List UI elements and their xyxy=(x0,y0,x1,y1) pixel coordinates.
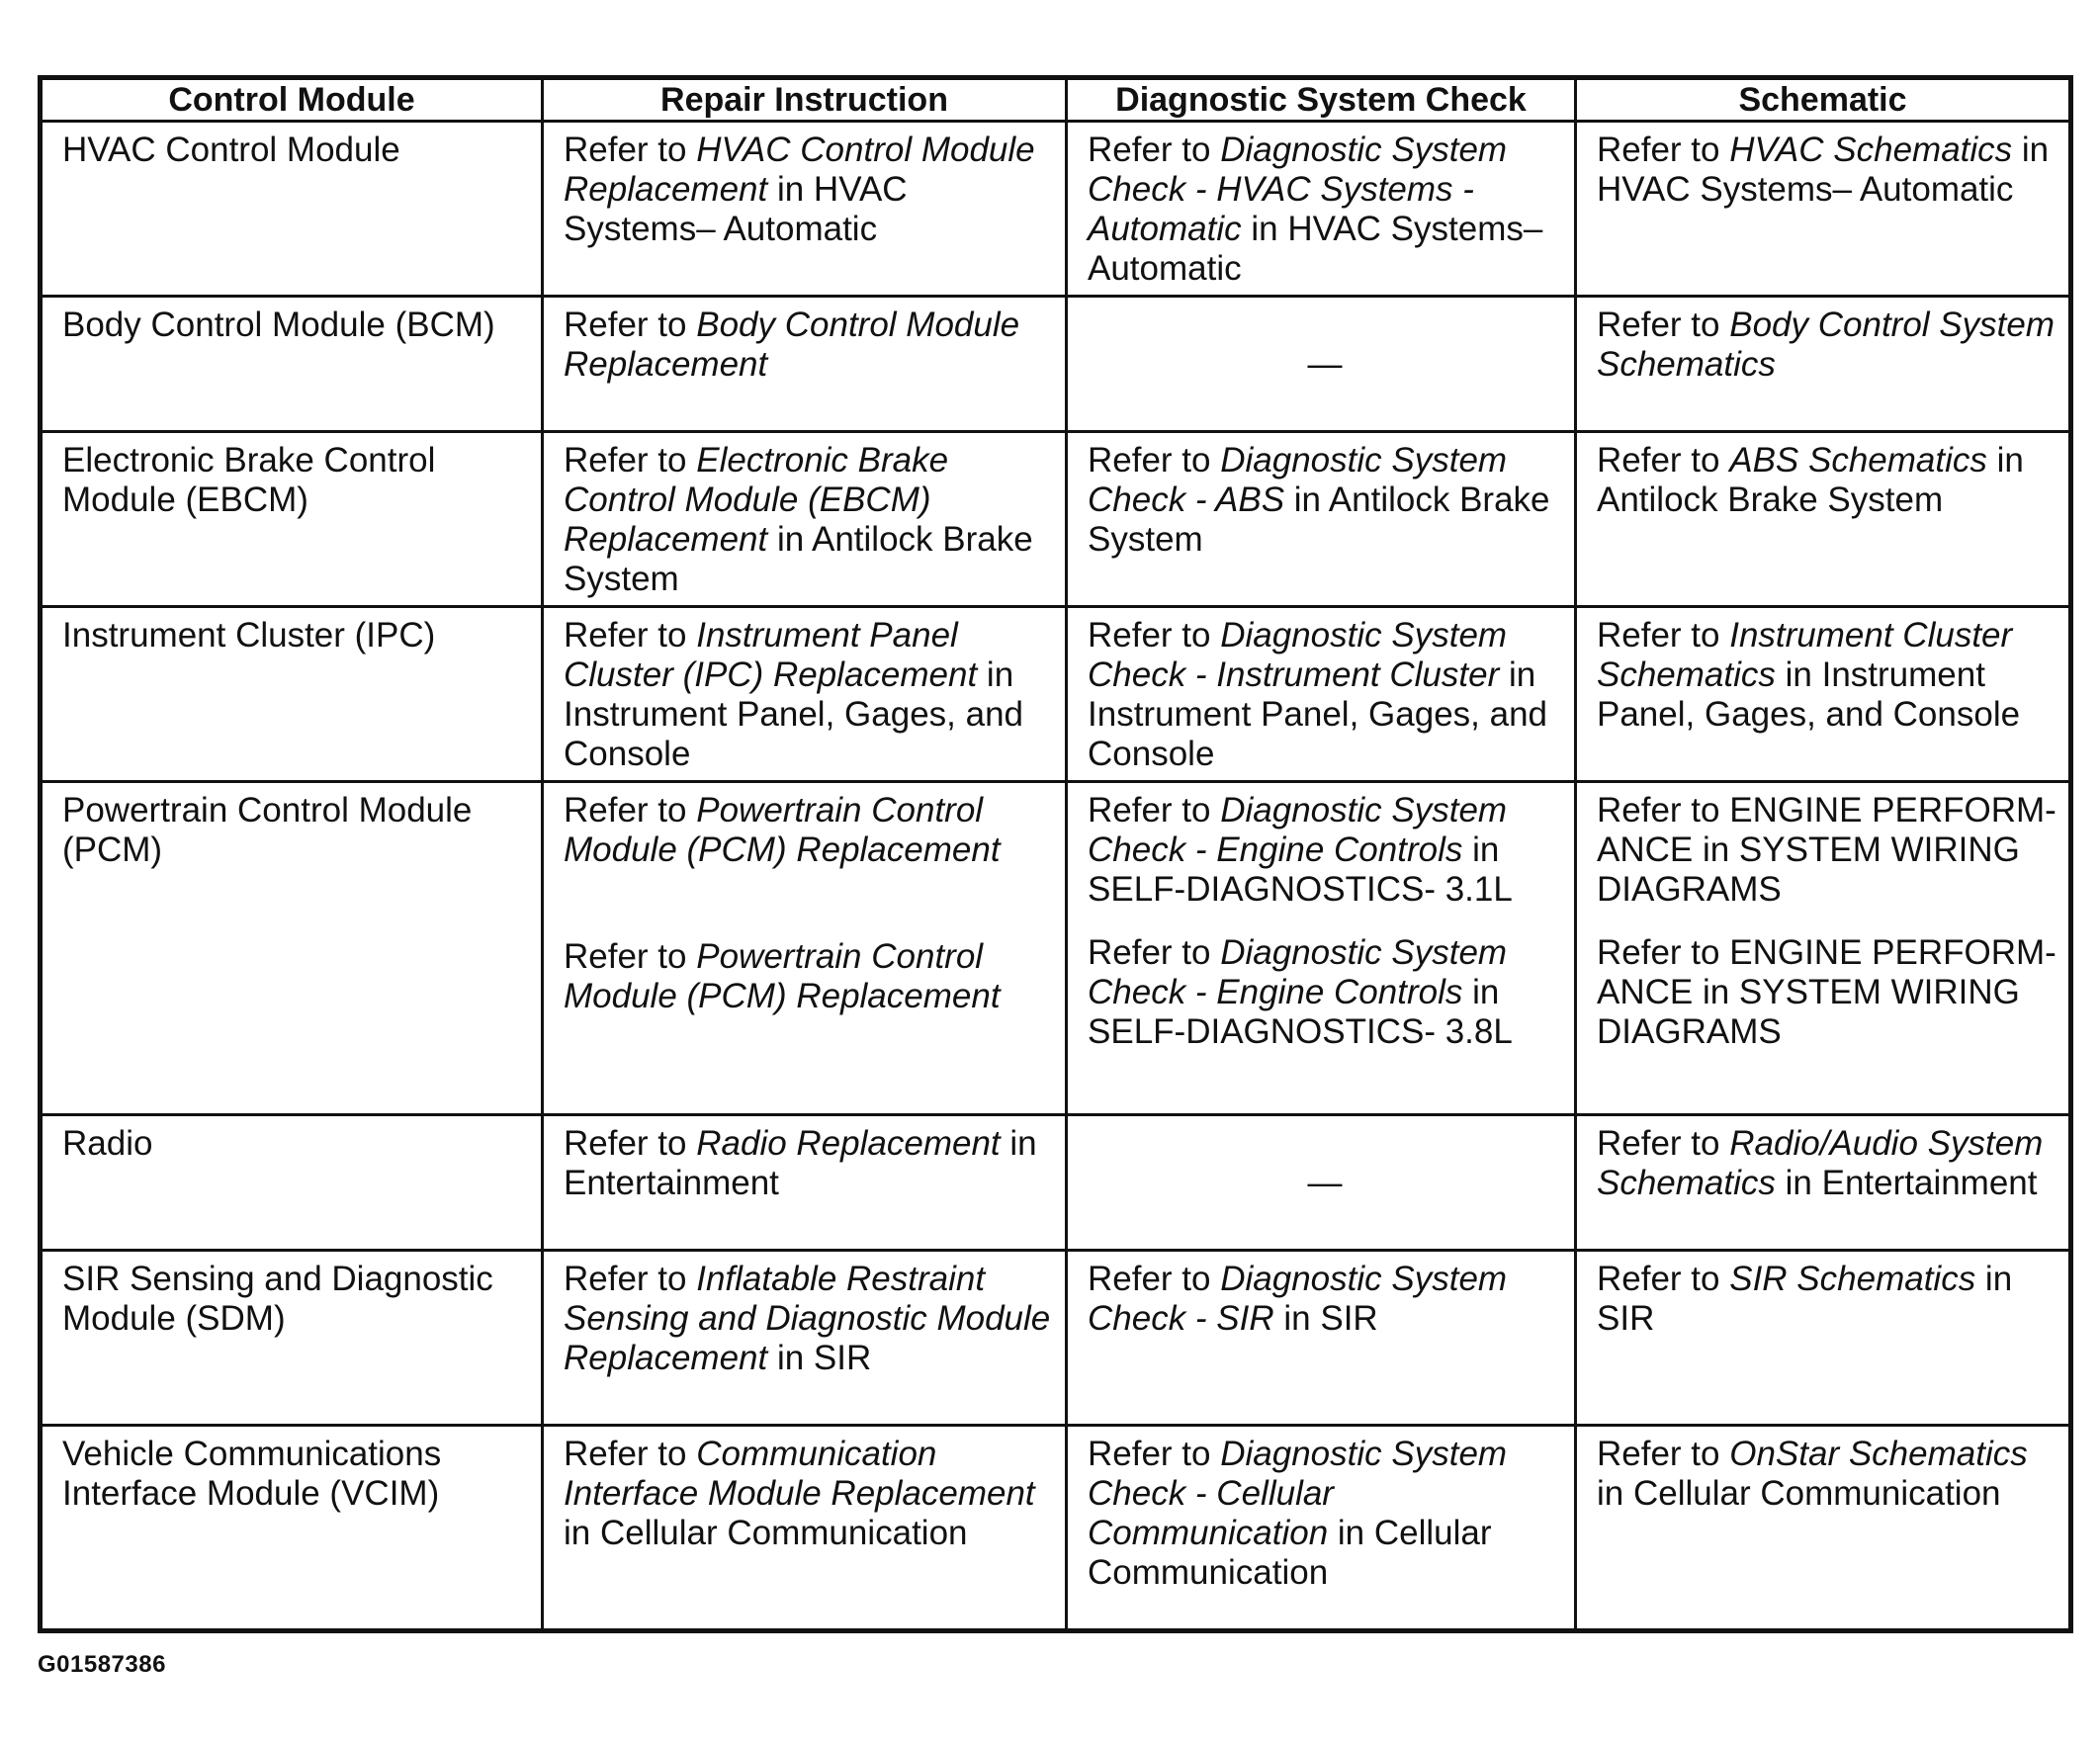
section-text: in Antilock Brake System xyxy=(1088,480,1550,559)
table-row xyxy=(41,122,2071,297)
section-text: in Cellular Communication xyxy=(1088,1514,1492,1592)
schematic-cell xyxy=(1576,1251,2071,1426)
repair-procedure-link: Communication Interface Module Replacement xyxy=(564,1435,1035,1513)
refer-text: Refer to xyxy=(1088,441,1221,480)
refer-text: Refer to xyxy=(1597,1260,1730,1298)
schematic-link: Instrument Cluster Schematics xyxy=(1597,616,2013,694)
repair-procedure-link: HVAC Control Module Replacement xyxy=(564,131,1035,209)
repair-procedure-link: Radio Replacement xyxy=(696,1124,1001,1163)
header-row xyxy=(41,78,2071,122)
table-row xyxy=(41,1251,2071,1426)
diag-cell xyxy=(1067,782,1576,1115)
diag-cell-empty: — xyxy=(1067,1115,1576,1251)
repair-procedure-link: Body Control Module Replacement xyxy=(564,306,1020,384)
schematic-entry-3-8l: Refer to ENGINE PERFORM- ANCE in SYSTEM WIRING DIAGRAMS xyxy=(1597,933,2056,1051)
refer-text: Refer to xyxy=(1088,933,1221,972)
diag-procedure-link: Diagnostic System Check - Engine Controls xyxy=(1088,791,1508,869)
refer-text: Refer to xyxy=(1597,1435,1730,1473)
diag-cell xyxy=(1067,607,1576,782)
module-cell: Vehicle Communications Interface Module (VCIM) xyxy=(41,1426,543,1631)
diag-procedure-link: Diagnostic System Check - SIR xyxy=(1088,1260,1508,1338)
repair-entry-3-1l xyxy=(564,791,1053,870)
diag-cell xyxy=(1067,1251,1576,1426)
section-text: in Entertainment xyxy=(564,1124,1037,1202)
diag-procedure-link: Diagnostic System Check - ABS xyxy=(1088,441,1508,519)
repair-procedure-link: Powertrain Control Module (PCM) Replacement xyxy=(564,791,1001,869)
schematic-cell xyxy=(1576,782,2071,1115)
schematic-link: Body Control System Schematics xyxy=(1597,306,2055,384)
refer-text: Refer to xyxy=(1597,616,1730,655)
table-row xyxy=(41,432,2071,607)
repair-cell xyxy=(543,1251,1067,1426)
refer-text: Refer to xyxy=(564,791,697,830)
section-text: in HVAC Systems– Automatic xyxy=(1088,210,1543,288)
table-row xyxy=(41,782,2071,1115)
diag-cell xyxy=(1067,1426,1576,1631)
header-repair-instruction: Repair Instruction xyxy=(543,78,1067,122)
section-text: in HVAC Systems– Automatic xyxy=(1597,131,2050,209)
section-text: in SELF-DIAGNOSTICS- 3.8L xyxy=(1088,973,1513,1051)
header-control-module: Control Module xyxy=(41,78,543,122)
table-row xyxy=(41,297,2071,432)
diag-cell xyxy=(1067,122,1576,297)
repair-cell xyxy=(543,1115,1067,1251)
section-text: in Antilock Brake System xyxy=(1597,441,2024,519)
table-row xyxy=(41,1115,2071,1251)
schematic-link: SIR Schematics xyxy=(1729,1260,1976,1298)
refer-text: Refer to xyxy=(564,937,697,976)
schematic-cell xyxy=(1576,1426,2071,1631)
schematic-link: Radio/Audio System Schematics xyxy=(1597,1124,2044,1202)
repair-cell xyxy=(543,432,1067,607)
section-text: in SELF-DIAGNOSTICS- 3.1L xyxy=(1088,830,1513,909)
schematic-cell xyxy=(1576,432,2071,607)
schematic-link: ABS Schematics xyxy=(1729,441,1987,480)
repair-cell xyxy=(543,607,1067,782)
module-cell: HVAC Control Module xyxy=(41,122,543,297)
section-text: in Antilock Brake System xyxy=(564,520,1033,598)
repair-procedure-link: Instrument Panel Cluster (IPC) Replacement xyxy=(564,616,978,694)
module-cell: SIR Sensing and Diagnostic Module (SDM) xyxy=(41,1251,543,1426)
refer-text: Refer to xyxy=(1088,1260,1221,1298)
diag-cell xyxy=(1067,432,1576,607)
refer-text: Refer to xyxy=(1088,616,1221,655)
header-diagnostic-system-check: Diagnostic System Check xyxy=(1067,78,1576,122)
control-module-reference-table xyxy=(38,75,2073,1633)
module-cell: Powertrain Control Module (PCM) xyxy=(41,782,543,1115)
refer-text: Refer to xyxy=(564,1124,697,1163)
section-text: in Instrument Panel, Gages, and Console xyxy=(1088,655,1547,773)
refer-text: Refer to xyxy=(1597,441,1730,480)
repair-procedure-link: Electronic Brake Control Module (EBCM) Replacement xyxy=(564,441,949,559)
header-schematic: Schematic xyxy=(1576,78,2071,122)
diag-cell-empty: — xyxy=(1067,297,1576,432)
schematic-cell xyxy=(1576,297,2071,432)
table-header xyxy=(41,78,2071,122)
section-text: in Instrument Panel, Gages, and Console xyxy=(564,655,1023,773)
table-row xyxy=(41,607,2071,782)
diag-entry-3-1l xyxy=(1088,791,1562,910)
diag-procedure-link: Diagnostic System Check - Cellular Communication xyxy=(1088,1435,1508,1552)
repair-entry-3-8l xyxy=(564,937,1053,1016)
refer-text: Refer to xyxy=(564,616,697,655)
module-cell: Body Control Module (BCM) xyxy=(41,297,543,432)
diag-entry-3-8l xyxy=(1088,933,1562,1052)
diag-procedure-link: Diagnostic System Check - Instrument Cluster xyxy=(1088,616,1508,694)
section-text: in SIR xyxy=(767,1339,872,1377)
section-text: in SIR xyxy=(1273,1299,1378,1338)
refer-text: Refer to xyxy=(1088,791,1221,830)
section-text: in Cellular Communication xyxy=(564,1514,968,1552)
refer-text: Refer to xyxy=(1088,131,1221,169)
section-text: in Cellular Communication xyxy=(1597,1474,2001,1513)
repair-procedure-link: Powertrain Control Module (PCM) Replacement xyxy=(564,937,1001,1015)
figure-id-label: G01587386 xyxy=(38,1651,166,1678)
refer-text: Refer to xyxy=(564,441,697,480)
schematic-entry-3-1l: Refer to ENGINE PERFORM- ANCE in SYSTEM WIRING DIAGRAMS xyxy=(1597,791,2056,909)
schematic-link: HVAC Schematics xyxy=(1729,131,2013,169)
repair-procedure-link: Inflatable Restraint Sensing and Diagnostic Module Replacement xyxy=(564,1260,1051,1377)
section-text: in Instrument Panel, Gages, and Console xyxy=(1597,655,2021,734)
refer-text: Refer to xyxy=(1597,131,1730,169)
table-row xyxy=(41,1426,2071,1631)
schematic-cell xyxy=(1576,607,2071,782)
refer-text: Refer to xyxy=(1597,306,1730,344)
section-text: in Entertainment xyxy=(1775,1164,2038,1202)
refer-text: Refer to xyxy=(564,306,697,344)
module-cell: Instrument Cluster (IPC) xyxy=(41,607,543,782)
section-text: in HVAC Systems– Automatic xyxy=(564,170,908,248)
diag-procedure-link: Diagnostic System Check - HVAC Systems - Automatic xyxy=(1088,131,1508,248)
module-cell: Electronic Brake Control Module (EBCM) xyxy=(41,432,543,607)
refer-text: Refer to xyxy=(1088,1435,1221,1473)
section-text: in SIR xyxy=(1597,1260,2013,1338)
schematic-link: OnStar Schematics xyxy=(1729,1435,2028,1473)
diag-procedure-link: Diagnostic System Check - Engine Controls xyxy=(1088,933,1508,1011)
repair-cell xyxy=(543,1426,1067,1631)
schematic-cell xyxy=(1576,122,2071,297)
refer-text: Refer to xyxy=(1597,1124,1730,1163)
refer-text: Refer to xyxy=(564,1435,697,1473)
refer-text: Refer to xyxy=(564,131,697,169)
repair-cell xyxy=(543,782,1067,1115)
repair-cell xyxy=(543,297,1067,432)
refer-text: Refer to xyxy=(564,1260,697,1298)
repair-cell xyxy=(543,122,1067,297)
schematic-cell xyxy=(1576,1115,2071,1251)
module-cell: Radio xyxy=(41,1115,543,1251)
